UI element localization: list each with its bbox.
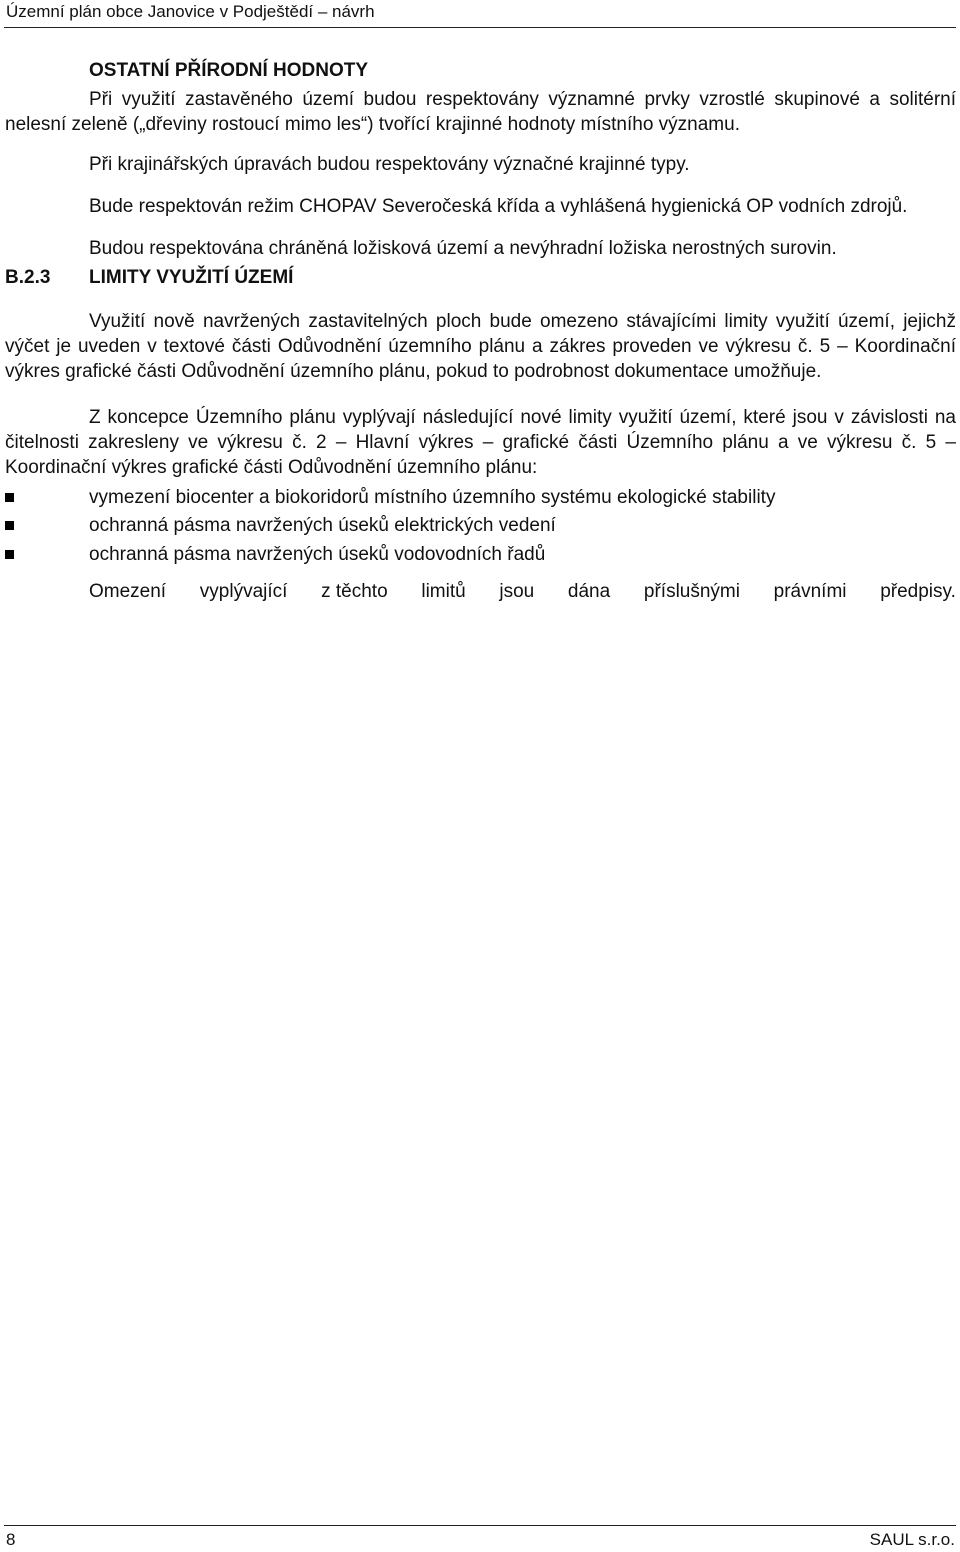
list-item	[5, 540, 956, 569]
word: jsou	[499, 580, 535, 602]
list-item-text: ochranná pásma navržených úseků elektrických vedení	[89, 515, 556, 537]
paragraph: Při využití zastavěného území budou respektovány významné prvky vzrostlé skupinové a solitérní nelesní zeleně („dřeviny rostoucí mimo les“) tvořící krajinné hodnoty místního významu.	[5, 89, 956, 135]
document-header: Územní plán obce Janovice v Podještědí – návrh	[6, 2, 375, 21]
closing-sentence	[89, 579, 956, 604]
company-name: SAUL s.r.o.	[869, 1530, 955, 1549]
paragraph: Z koncepce Územního plánu vyplývají následující nové limity využití území, které jsou v závislosti na čitelnosti zakresleny ve výkresu č. 2 – Hlavní výkres – grafické části Územního plánu a ve výkresu č. 5 – Koordinační výkres grafické části Odůvodnění územního plánu:	[5, 407, 956, 478]
list-item-text: vymezení biocenter a biokoridorů místního územního systému ekologické stability	[89, 486, 776, 508]
subsection-number: B.2.3	[5, 267, 51, 288]
paragraph: Využití nově navržených zastavitelných ploch bude omezeno stávajícími limity využití území, jejichž výčet je uveden v textové části Odůvodnění územního plánu a zákres proveden ve výkresu č. 5 – Koordinační výkres grafické části Odůvodnění územního plánu, pokud to podrobnost dokumentace umožňuje.	[5, 311, 956, 382]
paragraph: Bude respektován režim CHOPAV Severočeská křída a vyhlášená hygienická OP vodních zdrojů.	[89, 196, 908, 217]
list-item-text: ochranná pásma navržených úseků vodovodních řadů	[89, 543, 546, 565]
word: z těchto	[321, 580, 388, 602]
page-number: 8	[6, 1530, 16, 1549]
square-bullet-icon	[5, 550, 14, 559]
paragraph: Při krajinářských úpravách budou respektovány význačné krajinné typy.	[89, 154, 690, 175]
list-item	[5, 483, 956, 512]
subsection-heading	[5, 265, 956, 290]
section-title: OSTATNÍ PŘÍRODNÍ HODNOTY	[89, 60, 369, 81]
bullet-list	[5, 483, 956, 569]
page-content	[5, 58, 956, 604]
word: příslušnými	[643, 580, 740, 602]
footer-divider	[4, 1525, 956, 1526]
word: dána	[567, 580, 611, 602]
word: vyplývající	[199, 580, 288, 602]
square-bullet-icon	[5, 521, 14, 530]
square-bullet-icon	[5, 493, 14, 502]
header-divider	[4, 27, 956, 28]
word: Omezení	[89, 580, 167, 602]
paragraph: Budou respektována chráněná ložisková území a nevýhradní ložiska nerostných surovin.	[89, 238, 837, 259]
list-item	[5, 512, 956, 541]
word: předpisy.	[880, 580, 956, 602]
word: limitů	[421, 580, 466, 602]
subsection-title: LIMITY VYUŽITÍ ÚZEMÍ	[89, 267, 294, 288]
word: právními	[773, 580, 847, 602]
